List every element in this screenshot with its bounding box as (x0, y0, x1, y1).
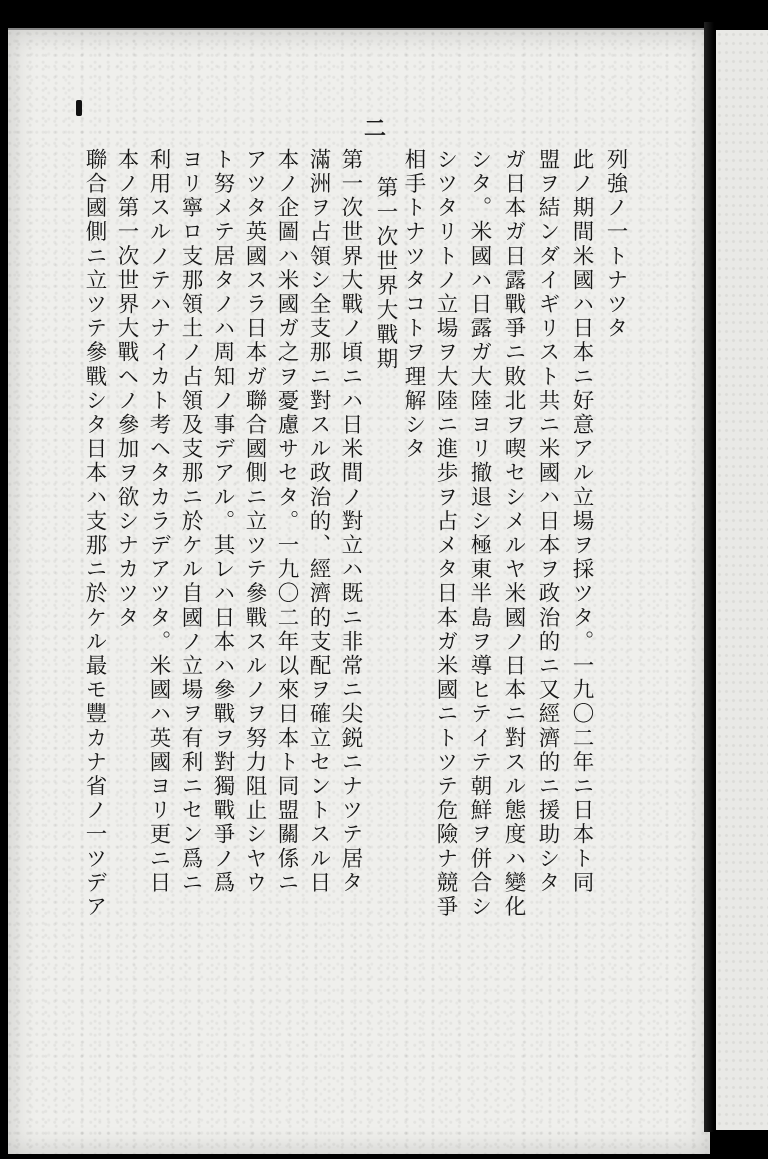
text-column: 滿洲ヲ占領シ全支那ニ對スル政治的、經濟的支配ヲ確立セントスル日 (306, 148, 331, 896)
text-column: 本ノ第一次世界大戰ヘノ參加ヲ欲シナカツタ (114, 148, 139, 630)
adjacent-page-edge (716, 30, 768, 1130)
text-column: 利用スルノテハナイカト考ヘタカラデアツタ。米國ハ英國ヨリ更ニ日 (146, 148, 171, 896)
text-column: 盟ヲ結ンダイギリスト共ニ米國ハ日本ヲ政治的ニ又經濟的ニ援助シタ (535, 148, 560, 896)
text-column: 列強ノ一トナツタ (603, 148, 628, 341)
ink-mark (76, 100, 82, 116)
text-column: ヨリ寧ロ支那領土ノ占領及支那ニ於ケル自國ノ立場ヲ有利ニセン爲ニ (178, 148, 203, 896)
text-column: 本ノ企圖ハ米國ガ之ヲ憂慮サセタ。一九〇二年以來日本ト同盟關係ニ (274, 148, 299, 896)
text-column: ト努メテ居タノハ周知ノ事デアル。其レハ日本ハ參戰ヲ對獨戰爭ノ爲 (210, 148, 235, 896)
text-column: 此ノ期間米國ハ日本ニ好意アル立場ヲ採ツタ。一九〇二年ニ日本ト同 (569, 148, 594, 896)
text-column: 聯合國側ニ立ツテ參戰シタ日本ハ支那ニ於ケル最モ豐カナ省ノ一ツデア (82, 148, 107, 920)
page-number: 二 (364, 116, 389, 142)
text-column: 第一次世界大戰ノ頃ニハ日米間ノ對立ハ既ニ非常ニ尖鋭ニナツテ居タ (338, 148, 363, 896)
binding-gutter (704, 22, 714, 1132)
text-column: シタ。米國ハ日露ガ大陸ヨリ撤退シ極東半島ヲ導ヒテイテ朝鮮ヲ併合シ (467, 148, 492, 920)
text-column: シツタリトノ立場ヲ大陸ニ進歩ヲ占メタ日本ガ米國ニトツテ危險ナ競爭 (433, 148, 458, 920)
text-column: ガ日本ガ日露戰爭ニ敗北ヲ喫セシメルヤ米國ノ日本ニ對スル態度ハ變化 (501, 148, 526, 920)
text-column: アツタ英國スラ日本ガ聯合國側ニ立ツテ參戰スルノヲ努力阻止シヤウ (242, 148, 267, 896)
text-column: 相手トナツタコトヲ理解シタ (401, 148, 426, 462)
section-heading: 第一次世界大戰期 (373, 176, 398, 372)
